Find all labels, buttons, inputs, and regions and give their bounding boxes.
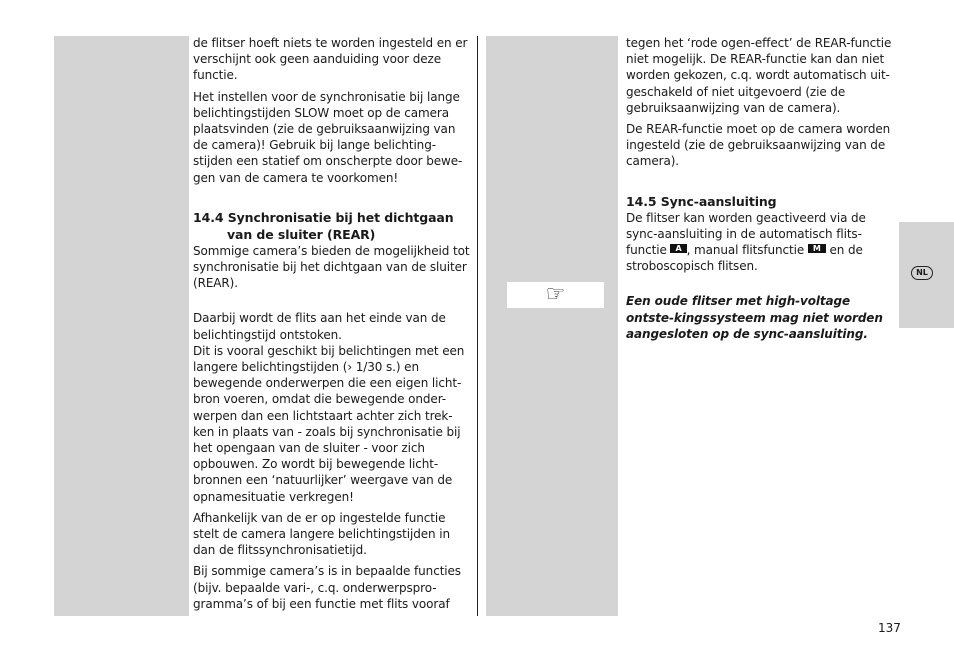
paragraph: Daarbij wordt de flits aan het einde van de belichtingstijd ontstoken. [193,311,446,342]
paragraph: Bij sommige camera’s is in bepaalde functies (bijv. bepaalde vari-, c.q. onderwerpspro-gramma’s of bij een functie met flits vooraf [193,564,461,611]
paragraph: de flitser hoeft niets te worden ingesteld en er verschijnt ook geen aanduiding voor deze functie. [193,36,468,83]
mode-badge-a: A [670,244,686,253]
heading-line: van de sluiter (REAR) [227,226,376,242]
paragraph-text: , manual flitsfunctie [686,243,805,258]
paragraph: tegen het ‘rode ogen-effect’ de REAR-functie niet mogelijk. De REAR-functie kan dan niet worden gekozen, c.q. wordt automatisch uit-geschakeld of niet uitgevoerd (zie de gebruiksaanwijzing van de camera). [626,36,892,115]
left-margin-panel [54,36,189,616]
right-margin-panel [486,36,618,616]
heading-line: 14.4 Synchronisatie bij het dichtgaan [193,209,454,225]
left-text-column [193,35,471,617]
mode-badge-m: M [808,244,826,253]
paragraph-text: en de stroboscopisch flitsen. [626,243,863,274]
section-heading-14-5: 14.5 Sync-aansluiting [626,193,777,209]
paragraph: Dit is vooral geschikt bij belichtingen met een langere belichtingstijden (› 1/30 s.) en bewegende onderwerpen die een eigen licht-bron voeren, omdat die bewegende onder-werpen dan een lichtstaart achter zich trek-ken in plaats van - zoals bij synchronisatie bij het opengaan van de sluiter - voor zich opbouwen. Zo wordt bij bewegende licht-bronnen een ‘natuurlijker’ weergave van de opnamesituatie verkregen! [193,343,465,504]
paragraph: Afhankelijk van de er op ingestelde functie stelt de camera langere belichtingstijden in dan de flitssynchronisatietijd. [193,510,451,558]
page-number: 137 [878,621,901,635]
section-heading-14-4 [193,209,471,243]
column-divider [477,36,478,616]
paragraph-text: De flitser kan worden geactiveerd via de sync-aansluiting in de automatisch flits-functie [626,210,866,258]
paragraph: De REAR-functie moet op de camera worden ingesteld (zie de gebruiksaanwijzing van de camera). [626,122,891,169]
paragraph: Het instellen voor de synchronisatie bij lange belichtingstijden SLOW moet op de camera plaatsvinden (zie de gebruiksaanwijzing van de camera)! Gebruik bij lange belichting-stijden een statief om onscherpte door bewe-gen van de camera te voorkomen! [193,89,463,185]
warning-note: Een oude flitser met high-voltage ontste-kingssysteem mag niet worden aangesloten op de sync-aansluiting. [626,294,883,341]
language-badge: NL [911,266,933,280]
paragraph [626,210,896,275]
paragraph: Sommige camera’s bieden de mogelijkheid tot synchronisatie bij het dichtgaan van de sluiter (REAR). [193,243,470,291]
note-marker [507,282,604,308]
pointing-hand-icon: ☞ [545,282,566,307]
right-text-column [626,35,896,347]
